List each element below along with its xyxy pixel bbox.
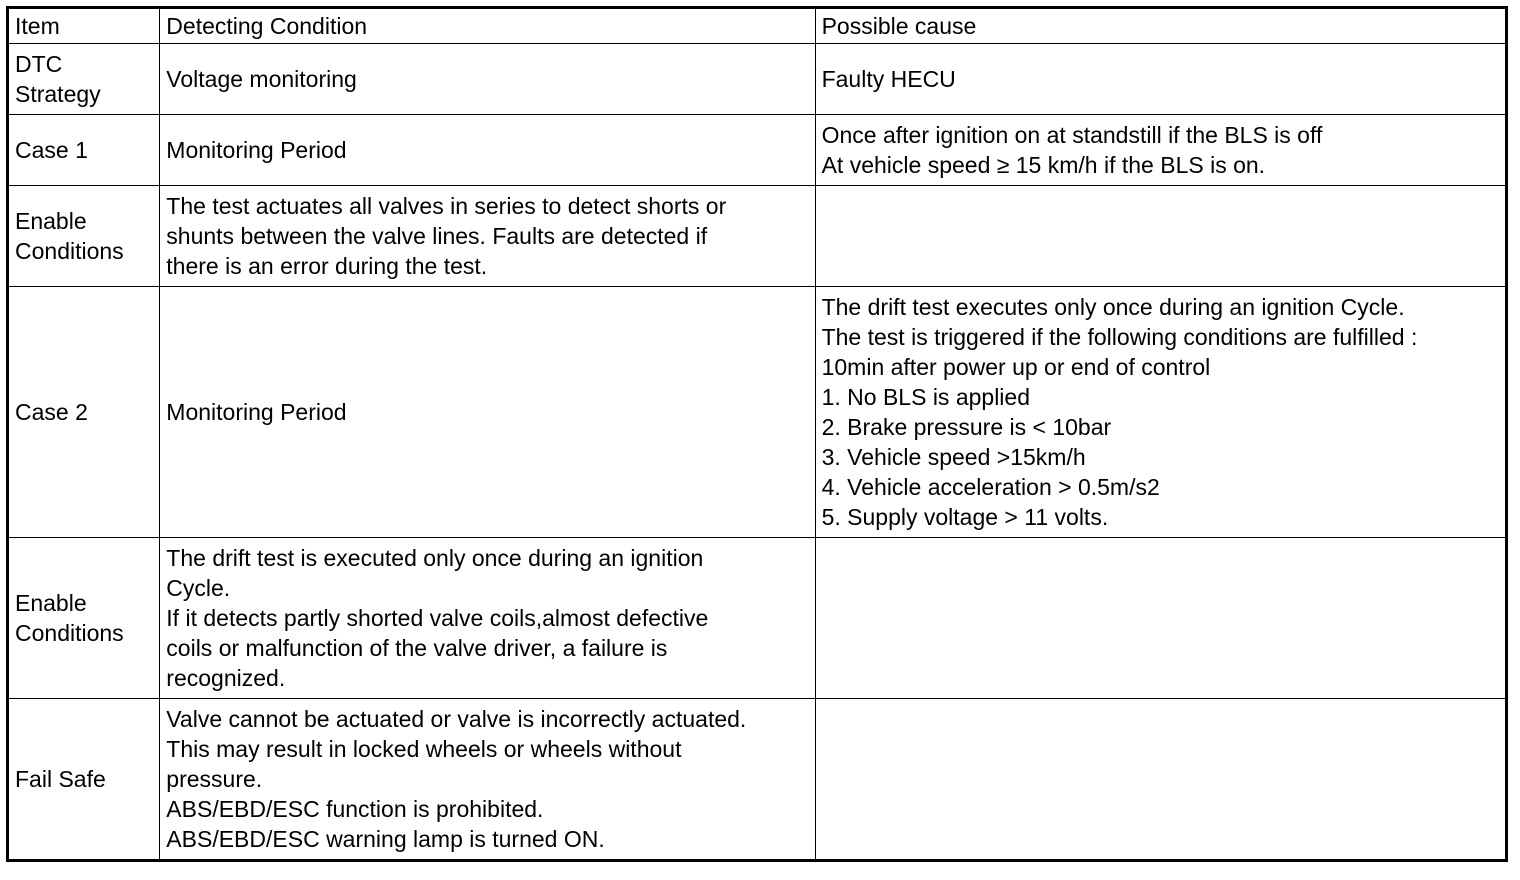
dtc-table (6, 6, 1508, 862)
cell-detecting-condition: Voltage monitoring (160, 44, 815, 115)
cell-item: Case 2 (8, 287, 160, 538)
cell-possible-cause: Faulty HECU (815, 44, 1506, 115)
table-row-dtc-strategy (8, 44, 1507, 115)
cell-detecting-condition: Monitoring Period (160, 115, 815, 186)
table-row-case-1 (8, 115, 1507, 186)
cell-possible-cause (815, 186, 1506, 287)
cell-item: Fail Safe (8, 699, 160, 861)
cell-possible-cause: The drift test executes only once during an ignition Cycle. The test is triggered if the following conditions are fulfilled : 10min after power up or end of control 1. No BLS is applied 2. Brake pressure is < 10bar 3. Vehicle speed >15km/h 4. Vehicle acceleration > 0.5m/s2 5. Supply voltage > 11 volts. (815, 287, 1506, 538)
table-header-row (8, 8, 1507, 44)
cell-detecting-condition: Valve cannot be actuated or valve is incorrectly actuated. This may result in locked wheels or wheels without pressure. ABS/EBD/ESC function is prohibited. ABS/EBD/ESC warning lamp is turned ON. (160, 699, 815, 861)
table-row-enable-conditions-1 (8, 186, 1507, 287)
cell-detecting-condition: The drift test is executed only once during an ignition Cycle. If it detects partly shorted valve coils,almost defective coils or malfunction of the valve driver, a failure is recognized. (160, 538, 815, 699)
header-item: Item (8, 8, 160, 44)
header-possible-cause: Possible cause (815, 8, 1506, 44)
cell-possible-cause (815, 699, 1506, 861)
cell-possible-cause: Once after ignition on at standstill if the BLS is off At vehicle speed ≥ 15 km/h if the BLS is on. (815, 115, 1506, 186)
cell-item: Case 1 (8, 115, 160, 186)
cell-item: DTC Strategy (8, 44, 160, 115)
table-row-enable-conditions-2 (8, 538, 1507, 699)
cell-possible-cause (815, 538, 1506, 699)
table-row-case-2 (8, 287, 1507, 538)
header-detecting-condition: Detecting Condition (160, 8, 815, 44)
table-row-fail-safe (8, 699, 1507, 861)
cell-detecting-condition: The test actuates all valves in series to detect shorts or shunts between the valve lines. Faults are detected if there is an error during the test. (160, 186, 815, 287)
cell-item: Enable Conditions (8, 538, 160, 699)
cell-detecting-condition: Monitoring Period (160, 287, 815, 538)
cell-item: Enable Conditions (8, 186, 160, 287)
